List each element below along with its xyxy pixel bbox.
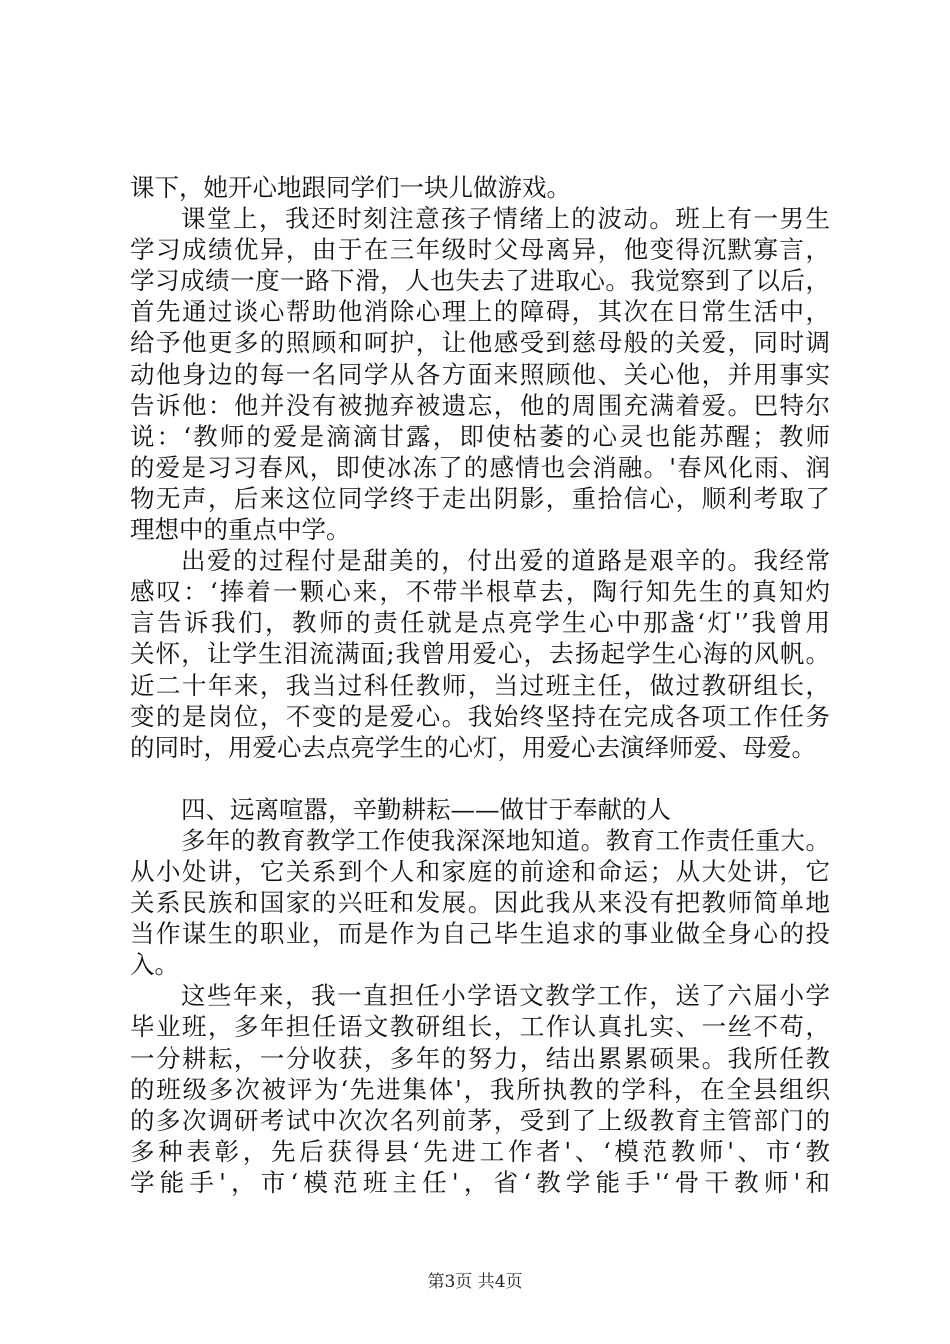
paragraph-block-1 xyxy=(130,172,830,763)
text-line: 告诉他：他并没有被抛弃被遗忘，他的周围充满着爱。巴特尔 xyxy=(130,390,830,420)
text-line: 课下，她开心地跟同学们一块儿做游戏。 xyxy=(130,173,571,202)
text-line: 关怀，让学生泪流满面;我曾用爱心，去扬起学生心海的风帆。 xyxy=(130,639,830,669)
text-line: 的同时，用爱心去点亮学生的心灯，用爱心去演绎师爱、母爱。 xyxy=(130,732,816,762)
text-line: 学习成绩一度一路下滑，人也失去了进取心。我觉察到了以后， xyxy=(130,266,830,296)
text-line: 这些年来，我一直担任小学语文教学工作，送了六届小学 xyxy=(181,981,830,1011)
text-line: 的班级多次被评为‘先进集体'，我所执教的学科，在全县组织 xyxy=(130,1074,830,1104)
text-line: 的多次调研考试中次次名列前茅，受到了上级教育主管部门的 xyxy=(130,1105,830,1135)
text-line: 变的是岗位，不变的是爱心。我始终坚持在完成各项工作任务 xyxy=(130,701,830,731)
text-line: 物无声，后来这位同学终于走出阴影，重拾信心，顺利考取了 xyxy=(130,483,830,513)
text-line: 首先通过谈心帮助他消除心理上的障碍，其次在日常生活中， xyxy=(130,297,830,327)
text-line: 理想中的重点中学。 xyxy=(130,515,351,545)
text-line: 一分耕耘，一分收获，多年的努力，结出累累硕果。我所任教 xyxy=(130,1043,830,1073)
text-line: 动他身边的每一名同学从各方面来照顾他、关心他，并用事实 xyxy=(130,359,830,389)
text-line: 从小处讲，它关系到个人和家庭的前途和命运；从大处讲，它 xyxy=(130,856,830,886)
text-line: 给予他更多的照顾和呵护，让他感受到慈母般的关爱，同时调 xyxy=(130,328,830,358)
text-line: 课堂上，我还时刻注意孩子情绪上的波动。班上有一男生 xyxy=(181,204,830,234)
text-line: 学习成绩优异，由于在三年级时父母离异，他变得沉默寡言， xyxy=(130,235,830,265)
text-line: 说：‘教师的爱是滴滴甘露，即使枯萎的心灵也能苏醒；教师 xyxy=(130,421,830,451)
text-line: 当作谋生的职业，而是作为自己毕生追求的事业做全身心的投 xyxy=(130,919,830,949)
text-line: 毕业班，多年担任语文教研组长，工作认真扎实、一丝不苟， xyxy=(130,1012,830,1042)
text-line: 学能手'，市‘模范班主任'，省‘教学能手'‘骨干教师'和 xyxy=(130,1167,830,1197)
section-heading: 四、远离喧嚣，辛勤耕耘——做甘于奉献的人 xyxy=(181,794,671,824)
text-line: 关系民族和国家的兴旺和发展。因此我从来没有把教师简单地 xyxy=(130,888,830,918)
text-line: 入。 xyxy=(130,950,179,980)
text-line: 言告诉我们，教师的责任就是点亮学生心中那盏‘灯'’我曾用 xyxy=(130,608,830,638)
text-line: 多种表彰，先后获得县‘先进工作者'、‘模范教师'、市‘教 xyxy=(130,1136,830,1166)
text-line: 的爱是习习春风，即使冰冻了的感情也会消融。'春风化雨、润 xyxy=(130,452,830,482)
text-line: 出爱的过程付是甜美的，付出爱的道路是艰辛的。我经常 xyxy=(181,546,830,576)
body-text xyxy=(130,172,830,1198)
text-line: 近二十年来，我当过科任教师，当过班主任，做过教研组长， xyxy=(130,670,830,700)
paragraph-block-2 xyxy=(130,825,830,1198)
paragraph-gap xyxy=(130,763,830,794)
text-line: 感叹：‘捧着一颗心来，不带半根草去，陶行知先生的真知灼 xyxy=(130,577,830,607)
text-line: 多年的教育教学工作使我深深地知道。教育工作责任重大。 xyxy=(181,825,830,855)
page-number-footer: 第3页 共4页 xyxy=(427,1272,523,1292)
